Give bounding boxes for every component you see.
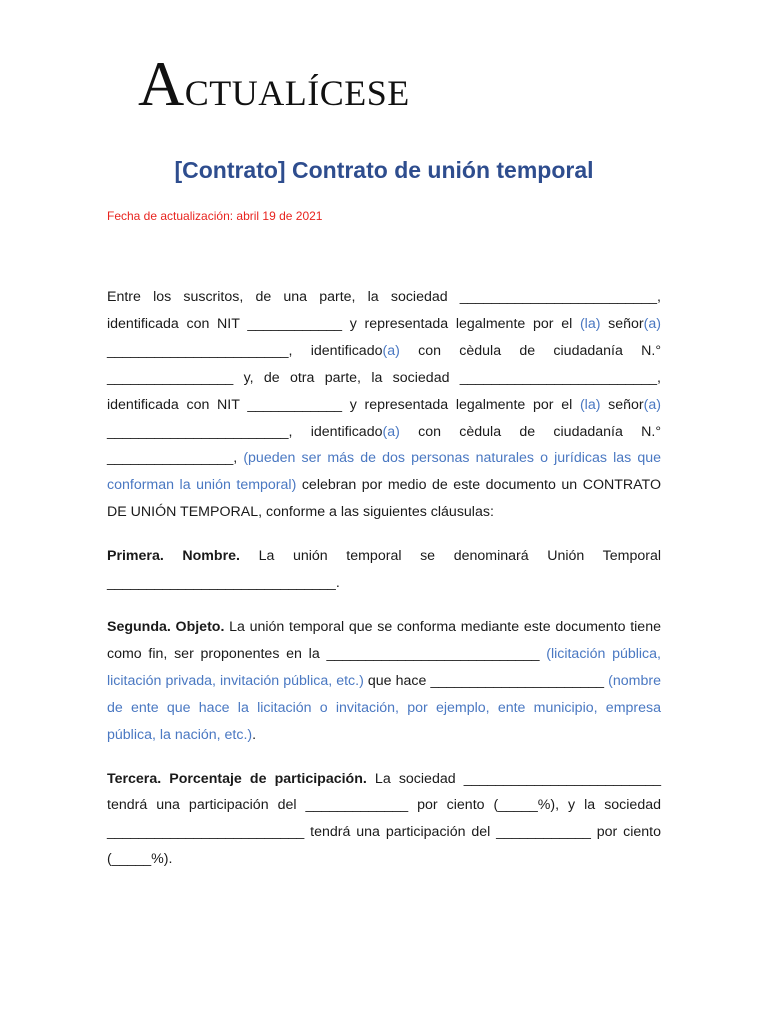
update-date-line: Fecha de actualización: abril 19 de 2021 (107, 209, 323, 223)
contract-body (107, 284, 661, 873)
intro-l2b: (la) (579, 315, 601, 332)
intro-l3c: con cèdula de ciudadanía N.° (399, 342, 661, 359)
intro-l3b: (a) (382, 342, 400, 359)
intro-l2d: (a) (643, 315, 661, 332)
intro-l6c: con cèdula de ciudadanía N.° (399, 423, 661, 440)
logo-rest: ctualícese (184, 60, 410, 117)
logo-first-letter: A (138, 48, 185, 119)
intro-l2c: señor (600, 315, 644, 332)
intro-l5a: identificada con NIT ____________ y representada legalmente por el (107, 396, 580, 413)
intro-l4: ________________ y, de otra parte, la sociedad _________________________, (107, 369, 661, 386)
intro-note: (pueden ser más de dos personas naturales o jurídicas las que conforman la unión temporal) (107, 450, 661, 494)
title-main: Contrato de unión temporal (291, 157, 594, 183)
intro-l6b: (a) (382, 423, 400, 440)
clause-tercera-text: La sociedad _________________________ tendrá una participación del _____________ por ciento (_____%), y la sociedad _________________________ tendrá una participación del ____________ por ciento (_____%). (107, 770, 661, 868)
clause-segunda-note-b: (nombre de ente que hace la licitación o invitación, por ejemplo, ente municipio, empresa pública, la nación, etc.) (107, 672, 661, 743)
clause-primera-heading: Primera. Nombre. (107, 548, 240, 565)
intro-l6a: _______________________, identificado (107, 423, 383, 440)
clause-tercera-heading: Tercera. Porcentaje de participación. (107, 770, 367, 787)
clause-segunda-note-a: (licitación pública, licitación privada, invitación pública, etc.) (107, 645, 661, 689)
intro-l5c: señor (600, 396, 644, 413)
intro-l7c: celebran por medio de este documento un CONTRATO DE UNIÓN TEMPORAL, conforme a las siguientes cláusulas: (107, 477, 661, 521)
clause-segunda-text-c: . (252, 726, 257, 743)
clause-primera-text: La unión temporal se denominará Unión Temporal _____________________________. (107, 548, 662, 592)
intro-paragraph (107, 284, 661, 526)
document-title (0, 157, 768, 184)
title-prefix: [Contrato] (174, 157, 286, 183)
intro-l5d: (a) (643, 396, 661, 413)
clause-segunda-text-b: que hace ______________________ (363, 672, 609, 689)
intro-l7a: ________________, (107, 450, 244, 467)
actualicese-logo (138, 48, 410, 119)
intro-l2a: identificada con NIT ____________ y representada legalmente por el (107, 315, 580, 332)
intro-l2 (107, 316, 661, 332)
clause-segunda-text-a: La unión temporal que se conforma mediante este documento tiene como fin, ser proponentes en la ___________________________ (107, 618, 661, 662)
intro-l5 (107, 397, 661, 413)
intro-l3a: _______________________, identificado (107, 342, 383, 359)
clause-tercera (107, 766, 661, 874)
clause-segunda-heading: Segunda. Objeto. (107, 618, 225, 635)
clause-primera (107, 543, 661, 597)
intro-l1: Entre los suscritos, de una parte, la sociedad _________________________, (107, 289, 661, 305)
intro-l5b: (la) (579, 396, 601, 413)
clause-segunda (107, 614, 661, 749)
